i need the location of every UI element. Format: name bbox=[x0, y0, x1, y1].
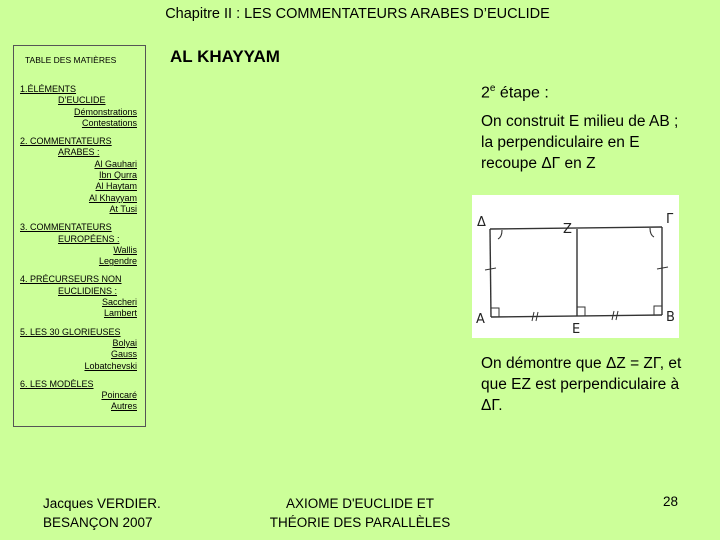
toc-link-wallis[interactable]: Wallis bbox=[113, 244, 137, 255]
step-label bbox=[481, 83, 549, 102]
footer-title bbox=[262, 494, 458, 532]
toc-link-ibn-qurra[interactable]: Ibn Qurra bbox=[98, 170, 137, 181]
right-angle-mark bbox=[491, 308, 499, 317]
toc-link-30-glorieuses[interactable] bbox=[20, 327, 137, 338]
construction-text: On construit E milieu de AB ; la perpendiculaire en E recoupe ΔΓ en Z bbox=[481, 113, 679, 172]
footer-author bbox=[43, 494, 161, 532]
toc-link-lambert[interactable]: Lambert bbox=[103, 308, 137, 319]
step-number: 2 bbox=[481, 84, 490, 102]
toc-link-autres[interactable]: Autres bbox=[110, 401, 137, 412]
toc-link-arab-commentators[interactable] bbox=[20, 136, 137, 159]
toc-section-6 bbox=[20, 379, 137, 413]
label-a: A bbox=[476, 312, 485, 327]
footer-title-line: THÉORIE DES PARALLÈLES bbox=[269, 515, 451, 530]
toc-link-precursors[interactable] bbox=[20, 274, 137, 297]
toc-link-gauss[interactable]: Gauss bbox=[110, 349, 137, 360]
label-delta: Δ bbox=[477, 215, 486, 230]
toc-link-poincare[interactable]: Poincaré bbox=[101, 390, 137, 401]
step-rest: étape : bbox=[495, 84, 549, 102]
side-delta-gamma bbox=[490, 227, 662, 229]
side-a-delta bbox=[490, 229, 491, 317]
toc-list bbox=[20, 84, 137, 420]
toc-main-line: D’EUCLIDE bbox=[58, 95, 106, 106]
table-of-contents bbox=[13, 45, 146, 427]
toc-main-line: ARABES : bbox=[58, 147, 100, 158]
toc-section-5 bbox=[20, 327, 137, 372]
toc-main-line: 6. LES MODÈLES bbox=[20, 378, 94, 389]
label-gamma: Γ bbox=[666, 212, 674, 227]
author-line: BESANÇON 2007 bbox=[43, 515, 153, 530]
geometry-figure bbox=[472, 195, 679, 338]
toc-section-3 bbox=[20, 222, 137, 267]
toc-main-line: 5. LES 30 GLORIEUSES bbox=[20, 326, 121, 337]
chapter-title: Chapitre II : LES COMMENTATEURS ARABES D’EUCLIDE bbox=[165, 6, 550, 22]
toc-main-line: 3. COMMENTATEURS bbox=[20, 222, 112, 233]
toc-main-line: 1.ÉLÉMENTS bbox=[20, 84, 77, 94]
toc-main-line: 4. PRÉCURSEURS NON bbox=[20, 274, 122, 285]
toc-link-legendre[interactable]: Legendre bbox=[98, 256, 137, 267]
toc-link-at-tusi[interactable]: At Tusi bbox=[109, 203, 137, 214]
toc-section-2 bbox=[20, 136, 137, 215]
toc-link-saccheri[interactable]: Saccheri bbox=[101, 297, 137, 308]
quadrilateral-diagram bbox=[472, 195, 679, 338]
slide-heading: AL KHAYYAM bbox=[170, 47, 280, 66]
toc-link-al-khayyam[interactable]: Al Khayyam bbox=[88, 192, 137, 203]
right-angle-mark bbox=[654, 306, 662, 315]
step-superscript: e bbox=[489, 83, 496, 94]
toc-link-al-gauhari[interactable]: Al Gauhari bbox=[94, 158, 137, 169]
toc-link-lobatchevski[interactable]: Lobatchevski bbox=[84, 360, 137, 371]
right-angle-mark bbox=[577, 307, 585, 316]
toc-main-line: EUROPÉENS : bbox=[58, 233, 120, 244]
toc-link-european-commentators[interactable] bbox=[20, 222, 137, 245]
toc-heading: TABLE DES MATIÈRES bbox=[25, 55, 117, 65]
toc-main-line: 2. COMMENTATEURS bbox=[20, 136, 112, 147]
label-b: B bbox=[666, 310, 675, 325]
conclusion-text: On démontre que ΔZ = ZΓ, et que EZ est perpendiculaire à ΔΓ. bbox=[481, 355, 682, 414]
author-line: Jacques VERDIER. bbox=[43, 496, 161, 511]
angle-arc bbox=[650, 228, 654, 237]
toc-main-line: EUCLIDIENS : bbox=[58, 285, 118, 296]
toc-link-models[interactable] bbox=[20, 379, 137, 390]
footer-title-line: AXIOME D'EUCLIDE ET bbox=[285, 496, 435, 511]
toc-link-al-haytam[interactable]: Al Haytam bbox=[95, 181, 137, 192]
toc-section-1 bbox=[20, 84, 137, 129]
toc-link-contestations[interactable]: Contestations bbox=[81, 117, 137, 128]
angle-arc bbox=[498, 230, 502, 239]
label-z: Z bbox=[563, 222, 572, 237]
page-number: 28 bbox=[662, 494, 678, 509]
label-e: E bbox=[572, 322, 581, 337]
toc-link-demonstrations[interactable]: Démonstrations bbox=[73, 106, 137, 117]
toc-section-4 bbox=[20, 274, 137, 319]
toc-link-bolyai[interactable]: Bolyai bbox=[112, 337, 137, 348]
toc-link-elements[interactable] bbox=[20, 84, 137, 107]
